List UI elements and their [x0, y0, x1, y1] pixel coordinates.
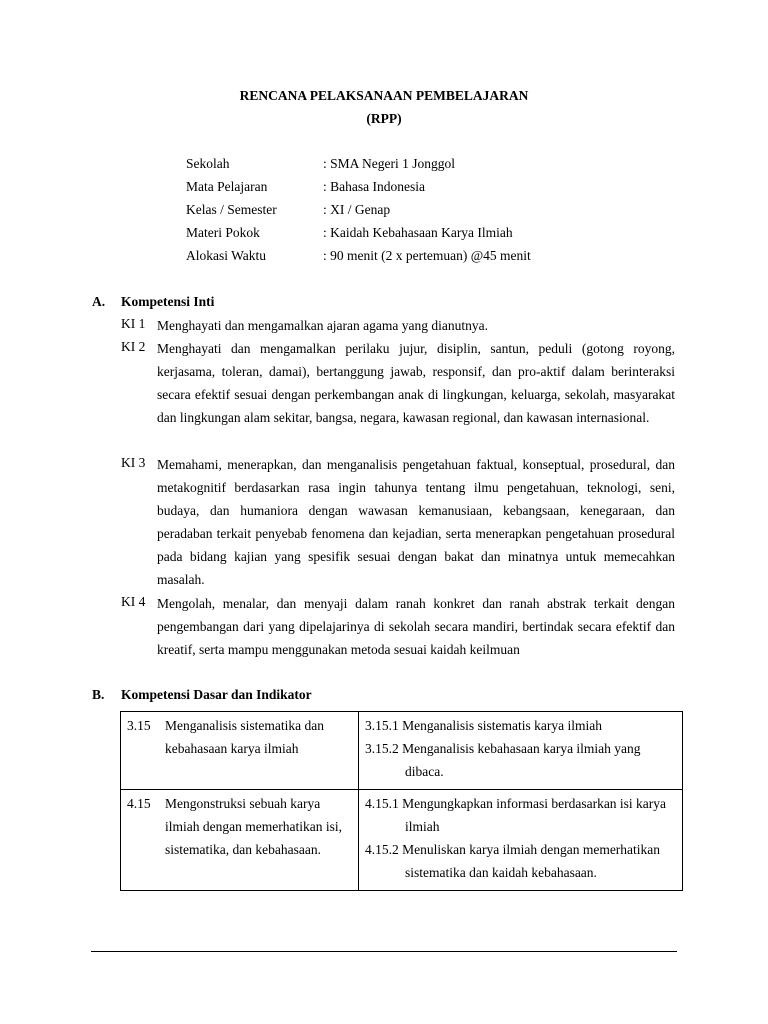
- info-value: : SMA Negeri 1 Jonggol: [323, 156, 456, 171]
- section-letter: A.: [92, 294, 106, 309]
- kd-number: 3.15: [127, 718, 151, 733]
- info-label: Sekolah: [186, 156, 230, 171]
- kd-cell: [121, 712, 359, 790]
- info-value: : XI / Genap: [323, 202, 391, 217]
- info-label: Mata Pelajaran: [186, 179, 268, 194]
- ki-text: Menghayati dan mengamalkan perilaku jujur, disiplin, santun, peduli (gotong royong, kerjasama, toleran, damai), bertanggung jawab, responsif, dan pro-aktif dalam berinteraksi secara efektif sesuai dengan perkembangan anak di lingkungan, keluarga, sekolah, masyarakat dan lingkungan alam sekitar, bangsa, negara, kawasan regional, dan kawasan internasional.: [157, 341, 675, 425]
- kd-text: Mengonstruksi sebuah karya ilmiah dengan memerhatikan isi, sistematika, dan kebahasaan.: [165, 796, 342, 857]
- indicator-item: 4.15.2 Menuliskan karya ilmiah dengan memerhatikan sistematika dan kaidah kebahasaan.: [365, 842, 661, 880]
- info-value: : Bahasa Indonesia: [323, 179, 425, 194]
- ki-code: KI 4: [121, 594, 146, 609]
- ki-item: [121, 337, 675, 429]
- ki-code: KI 2: [121, 339, 146, 354]
- document-title: RENCANA PELAKSANAAN PEMBELAJARAN: [239, 88, 529, 103]
- table-row: [121, 712, 683, 790]
- kd-indicator-table: [120, 711, 683, 891]
- kd-text: Menganalisis sistematika dan kebahasaan karya ilmiah: [165, 718, 324, 756]
- indicator-item: 4.15.1 Mengungkapkan informasi berdasarkan isi karya ilmiah: [365, 796, 667, 834]
- section-letter: B.: [92, 687, 105, 702]
- section-title: Kompetensi Dasar dan Indikator: [121, 687, 312, 702]
- document-subtitle: (RPP): [366, 111, 402, 126]
- indicator-cell: [359, 790, 683, 891]
- ki-text: Memahami, menerapkan, dan menganalisis pengetahuan faktual, konseptual, prosedural, dan metakognitif berdasarkan rasa ingin tahunya tentang ilmu pengetahuan, teknologi, seni, budaya, dan humaniora dengan wawasan kemanusiaan, kebangsaan, kenegaraan, dan peradaban terkait penyebab fenomena dan kejadian, serta menerapkan pengetahuan prosedural pada bidang kajian yang spesifik sesuai dengan bakat dan minatnya untuk memecahkan masalah.: [157, 457, 675, 587]
- ki-item: [121, 453, 675, 591]
- info-value: : 90 menit (2 x pertemuan) @45 menit: [323, 248, 531, 263]
- indicator-item: 3.15.2 Menganalisis kebahasaan karya ilmiah yang dibaca.: [365, 741, 641, 779]
- footer-divider: [91, 951, 677, 952]
- ki-item: [121, 314, 675, 337]
- info-label: Alokasi Waktu: [186, 248, 267, 263]
- ki-code: KI 1: [121, 316, 146, 331]
- section-title: Kompetensi Inti: [121, 294, 215, 309]
- indicator-item: 3.15.1 Menganalisis sistematis karya ilmiah: [365, 718, 602, 733]
- kd-cell: [121, 790, 359, 891]
- indicator-cell: [359, 712, 683, 790]
- ki-item: [121, 592, 675, 661]
- table-row: [121, 790, 683, 891]
- info-value: : Kaidah Kebahasaan Karya Ilmiah: [323, 225, 513, 240]
- info-label: Materi Pokok: [186, 225, 260, 240]
- ki-text: Menghayati dan mengamalkan ajaran agama yang dianutnya.: [157, 318, 488, 333]
- ki-code: KI 3: [121, 455, 146, 470]
- kd-number: 4.15: [127, 796, 151, 811]
- info-label: Kelas / Semester: [186, 202, 277, 217]
- ki-text: Mengolah, menalar, dan menyaji dalam ranah konkret dan ranah abstrak terkait dengan pengembangan dari yang dipelajarinya di sekolah secara mandiri, bertindak secara efektif dan kreatif, serta mampu menggunakan metoda sesuai kaidah keilmuan: [157, 596, 675, 657]
